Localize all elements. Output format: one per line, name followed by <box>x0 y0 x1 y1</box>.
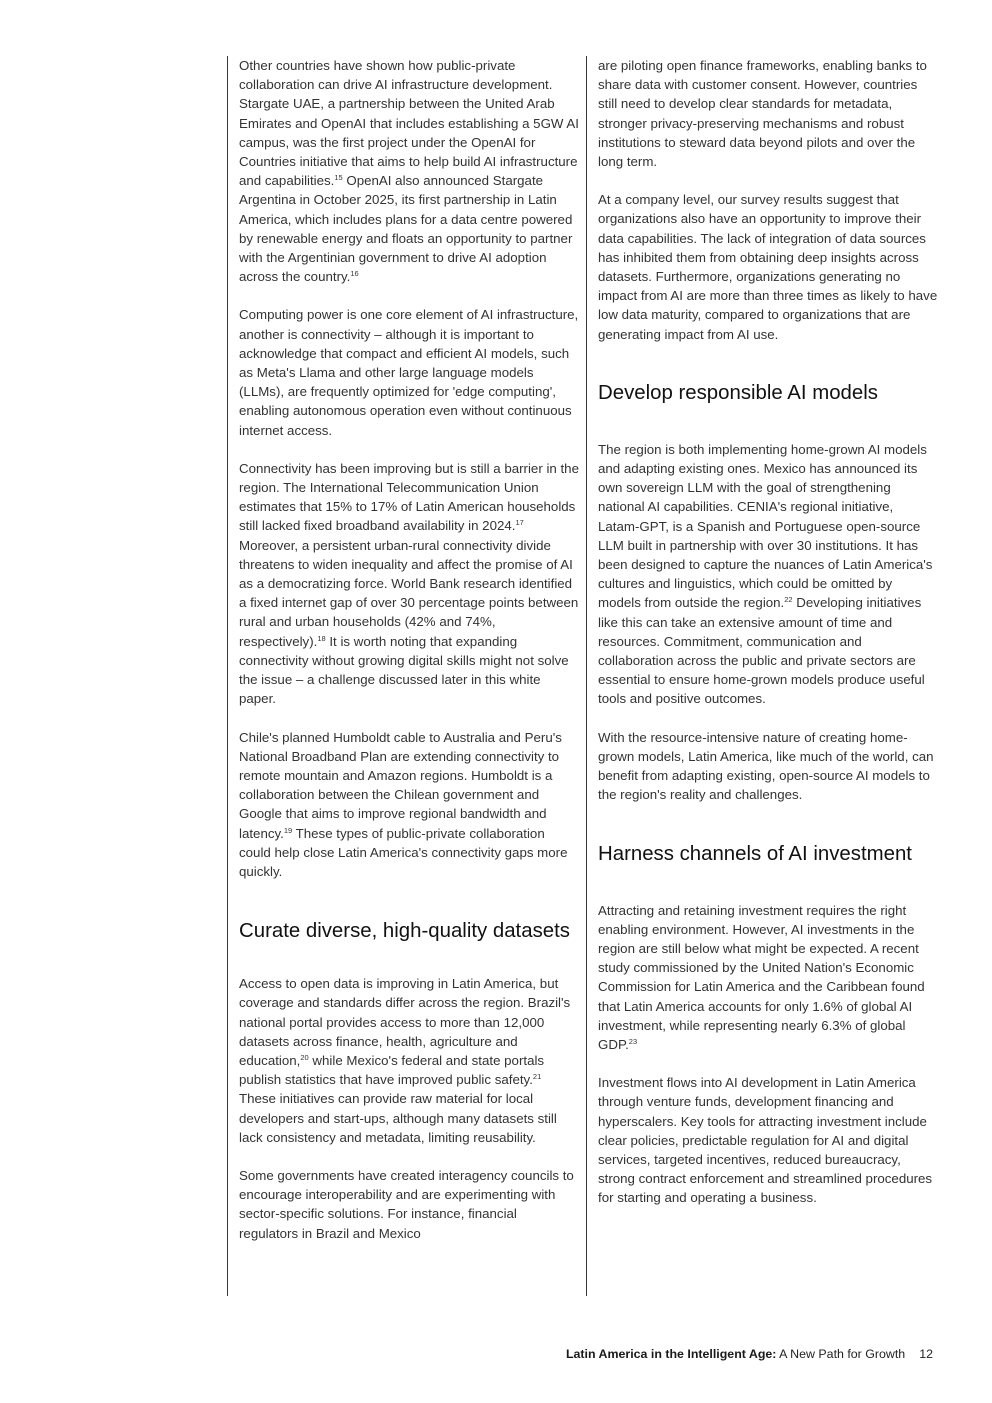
footnote-ref[interactable]: 16 <box>350 269 359 279</box>
paragraph: Other countries have shown how public-private collaboration can drive AI infrastructure development. Stargate UAE, a partnership between the United Arab Emirates and OpenAI that includes establishing a 5GW AI campus, was the first project under the OpenAI for Countries initiative that aims to help build AI infrastructure and capabilities.$^{15}$ OpenAI also announced Stargate Argentina in October 2025, its first partnership in Latin America, which includes plans for a data centre powered by renewable energy and floats an opportunity to partner with the Argentinian government to drive AI adoption across the country.$^{16}$ <box>239 58 579 285</box>
footer-subtitle: A New Path for Growth <box>776 1347 906 1361</box>
paragraph: Some governments have created interagency councils to encourage interoperability and are experimenting with sector-specific solutions. For instance, financial regulators in Brazil and Mexico <box>239 1167 574 1241</box>
paragraph: Investment flows into AI development in Latin America through venture funds, development financing and hyperscalers. Key tools for attracting investment include clear policies, predictable regulation for AI and digital services, targeted incentives, reduced bureaucracy, strong contract enforcement and streamlined procedures for starting and operating a business. <box>598 1075 933 1206</box>
section-heading-responsible-ai: Develop responsible AI models <box>598 381 878 404</box>
footer-title: Latin America in the Intelligent Age: <box>565 1347 777 1361</box>
paragraph: At a company level, our survey results suggest that organizations also have an opportunity to improve their data capabilities. The lack of integration of data sources has inhibited them from obtaining deep insights across datasets. Furthermore, organizations generating no impact from AI are more than three times as likely to have low data maturity, compared to organizations that are generating impact from AI use. <box>598 192 938 342</box>
paragraph: Chile's planned Humboldt cable to Australia and Peru's National Broadband Plan are extending connectivity to remote mountain and Amazon regions. Humboldt is a collaboration between the Chilean government and Google that aims to improve regional bandwidth and latency.$^{19}$ These types of public-private collaboration could help close Latin America's connectivity gaps more quickly. <box>239 729 568 879</box>
paragraph: The region is both implementing home-grown AI models and adapting existing ones. Mexico has announced its own sovereign LLM with the goal of strengthening national AI capabilities. CENIA's regional initiative, Latam-GPT, is a Spanish and Portuguese open-source LLM built in partnership with over 30 institutions. It has been designed to capture the nuances of Latin America's cultures and linguistics, which could be omitted by models from outside the region.$^{22}$ Developing initiatives like this can take an extensive amount of time and resources. Commitment, communication and collaboration across the public and private sectors are essential to ensure home-grown models produce useful tools and positive outcomes. <box>598 441 933 707</box>
paragraph: Computing power is one core element of AI infrastructure, another is connectivity – although it is important to acknowledge that compact and efficient AI models, such as Meta's Llama and other large language models (LLMs), are frequently optimized for 'edge computing', enabling autonomous operation even without continuous internet access. <box>239 307 579 438</box>
footnote-ref[interactable]: 17 <box>515 518 524 528</box>
paragraph: With the resource-intensive nature of creating home-grown models, Latin America, like much of the world, can benefit from adapting existing, open-source AI models to the region's reality and challenges. <box>598 729 934 803</box>
footnote-ref[interactable]: 19 <box>283 825 293 835</box>
right-column <box>586 56 938 1296</box>
paragraph: Access to open data is improving in Latin America, but coverage and standards differ across the region. Brazil's national portal provides access to more than 12,000 datasets across finance, health, agriculture and education,$^{20}$ while Mexico's federal and state portals publish statistics that have improved public safety.$^{21}$ These initiatives can provide raw material for local developers and start-ups, although many datasets still lack consistency and metadata, limiting reusability. <box>239 976 571 1145</box>
footnote-ref[interactable]: 22 <box>784 595 793 605</box>
footnote-ref[interactable]: 21 <box>532 1072 542 1082</box>
paragraph: are piloting open finance frameworks, enabling banks to share data with customer consent. However, countries still need to develop clear standards for metadata, stronger privacy-preserving mechanisms and robust institutions to steward data beyond pilots and over the long term. <box>598 58 927 170</box>
footnote-ref[interactable]: 20 <box>300 1052 309 1062</box>
paragraph: Connectivity has been improving but is still a barrier in the region. The International Telecommunication Union estimates that 15% to 17% of Latin American households still lacked fixed broadband availability in 2024.17 Moreover, a persistent urban-rural connectivity divide threatens to widen inequality and affect the promise of AI as a democratizing force. World Bank research identified a fixed internet gap of over 30 percentage points between rural and urban households (42% and 74%, respectively).$^{18}$ It is worth noting that expanding connectivity without growing digital skills might not solve the issue – a challenge discussed later in this white paper. <box>239 460 579 707</box>
page-number: 12 <box>919 1347 933 1361</box>
section-heading-datasets: Curate diverse, high-quality datasets <box>239 920 570 943</box>
left-column <box>227 56 579 1296</box>
footnote-ref[interactable]: 23 <box>628 1036 638 1046</box>
page-footer <box>0 1347 933 1361</box>
section-heading-ai-investment: Harness channels of AI investment <box>598 842 912 865</box>
footnote-ref[interactable]: 18 <box>317 633 326 643</box>
footnote-ref[interactable]: 15 <box>334 173 343 183</box>
paragraph: Attracting and retaining investment requires the right enabling environment. However, AI investments in the region are still below what might be expected. A recent study commissioned by the United Nation's Economic Commission for Latin America and the Caribbean found that Latin America accounts for only 1.6% of global AI investment, while representing nearly 6.3% of global GDP.$^{23}$ <box>598 902 925 1052</box>
